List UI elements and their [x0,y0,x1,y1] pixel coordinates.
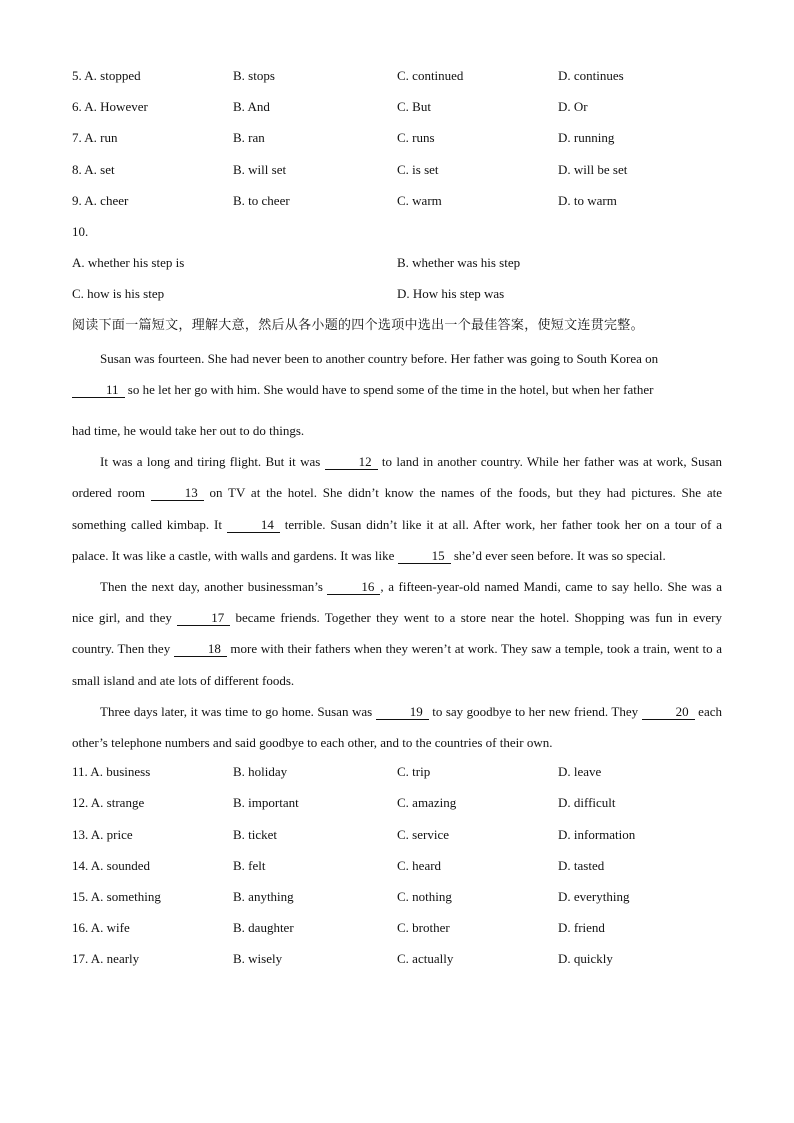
text: Then the next day, another businessman’s [100,578,328,594]
text: each other’s telephone numbers and said goodbye to each other, and to the countries of their own. [72,703,722,750]
question-6-options [72,93,722,124]
question-11-options [72,758,722,789]
option-d: D. leave [558,764,602,780]
text: to say goodbye to her new friend. They [428,703,642,719]
blank-20: 20 [642,704,695,720]
option-d: D. quickly [558,951,613,967]
option-c: C. nothing [397,888,452,904]
paragraph-1 [72,343,722,405]
option-c: C. actually [397,951,454,967]
text: on TV at the hotel. She didn’t know the names of the foods, but they had pictures. She ate something called kimbap. It [72,485,722,532]
option-c: C. heard [397,857,442,873]
option-c: C. is set [397,161,439,177]
option-b: B. ran [233,130,265,146]
text: became friends. Together they went to a store near the hotel. Shopping was fun in every country. Then they [72,610,722,657]
text: to land in another country. While her father was at work, Susan ordered room [72,454,722,501]
text: It was a long and tiring flight. But it was [100,454,325,470]
option-b: B. whether was his step [397,255,521,271]
option-a: 7. A. run [72,130,118,146]
question-10-number: 10. [72,223,89,239]
option-b: B. holiday [233,764,288,780]
option-b: B. ticket [233,826,278,842]
reading-passage [72,343,722,759]
option-c: C. service [397,826,449,842]
option-c: C. runs [397,130,435,146]
text: so he let her go with him. She would have to spend some of the time in the hotel, but when her father [124,381,654,397]
option-a: A. whether his step is [72,255,185,271]
question-15-options [72,883,722,914]
blank-13: 13 [151,485,204,501]
option-a: 15. A. something [72,888,161,904]
option-d: D. friend [558,920,605,936]
option-d: D. continues [558,68,624,83]
option-c: C. brother [397,920,450,936]
option-d: D. will be set [558,161,628,177]
text: Susan was fourteen. She had never been to another country before. Her father was going to South Korea on [100,350,659,366]
option-b: B. will set [233,161,287,177]
text: terrible. Susan didn’t like it at all. After work, her father took her on a tour of a palace. It was like a castle, with walls and gardens. It was like [72,516,722,563]
option-d: D. How his step was [397,286,505,302]
text: Three days later, it was time to go home. Susan was [100,703,376,719]
option-d: D. running [558,130,615,146]
paragraph-1-end: had time, he would take her out to do things. [72,422,305,438]
question-5-options [72,62,722,93]
question-8-options [72,156,722,187]
question-10-options-cd [72,280,722,311]
paragraph-3 [72,571,722,696]
option-d: D. information [558,826,636,842]
question-7-options [72,124,722,155]
blank-18: 18 [174,641,227,657]
option-a: 8. A. set [72,161,115,177]
question-17-options [72,945,722,976]
blank-12: 12 [325,454,378,470]
blank-15: 15 [398,548,451,564]
option-a: 13. A. price [72,826,133,842]
blank-17: 17 [177,610,230,626]
option-d: D. tasted [558,857,605,873]
option-b: B. daughter [233,920,294,936]
options-block-2 [72,758,722,976]
option-c: C. warm [397,192,442,208]
option-b: B. to cheer [233,192,290,208]
option-b: B. stops [233,68,275,83]
option-a: 11. A. business [72,764,151,780]
blank-11: 11 [72,382,125,398]
option-a: 9. A. cheer [72,192,129,208]
section-instruction: 阅读下面一篇短文，理解大意，然后从各小题的四个选项中选出一个最佳答案，使短文连贯完整。 [72,317,644,333]
option-c: C. But [397,99,431,115]
option-a: 14. A. sounded [72,857,150,873]
question-12-options [72,789,722,820]
option-d: D. everything [558,888,630,904]
option-a: 6. A. However [72,99,148,115]
option-b: B. important [233,795,299,811]
text: , a fifteen-year-old named Mandi, came to say hello. She was a nice girl, and they [72,578,722,626]
question-14-options [72,852,722,883]
option-a: 17. A. nearly [72,951,140,967]
question-16-options [72,914,722,945]
blank-19: 19 [376,704,429,720]
worksheet-page [72,62,722,976]
blank-14: 14 [227,517,280,533]
option-b: B. felt [233,857,266,873]
question-13-options [72,821,722,852]
text: more with their fathers when they weren’t at work. They saw a temple, took a train, went to a small island and ate lots of different foods. [72,641,722,688]
option-b: B. anything [233,888,294,904]
question-10-options-ab [72,249,722,280]
blank-16: 16 [327,579,380,595]
option-a: 16. A. wife [72,920,130,936]
paragraph-2 [72,446,722,571]
question-9-options [72,187,722,218]
option-c: C. trip [397,764,431,780]
option-d: D. difficult [558,795,616,811]
text: she’d ever seen before. It was so special. [450,547,666,563]
option-c: C. how is his step [72,286,165,302]
option-a: 12. A. strange [72,795,145,811]
option-a: 5. A. stopped [72,68,141,83]
option-b: B. And [233,99,270,115]
option-d: D. to warm [558,192,617,208]
option-d: D. Or [558,99,588,115]
paragraph-4 [72,696,722,758]
option-c: C. continued [397,68,464,83]
option-b: B. wisely [233,951,283,967]
option-c: C. amazing [397,795,457,811]
options-block-1 [72,62,722,312]
